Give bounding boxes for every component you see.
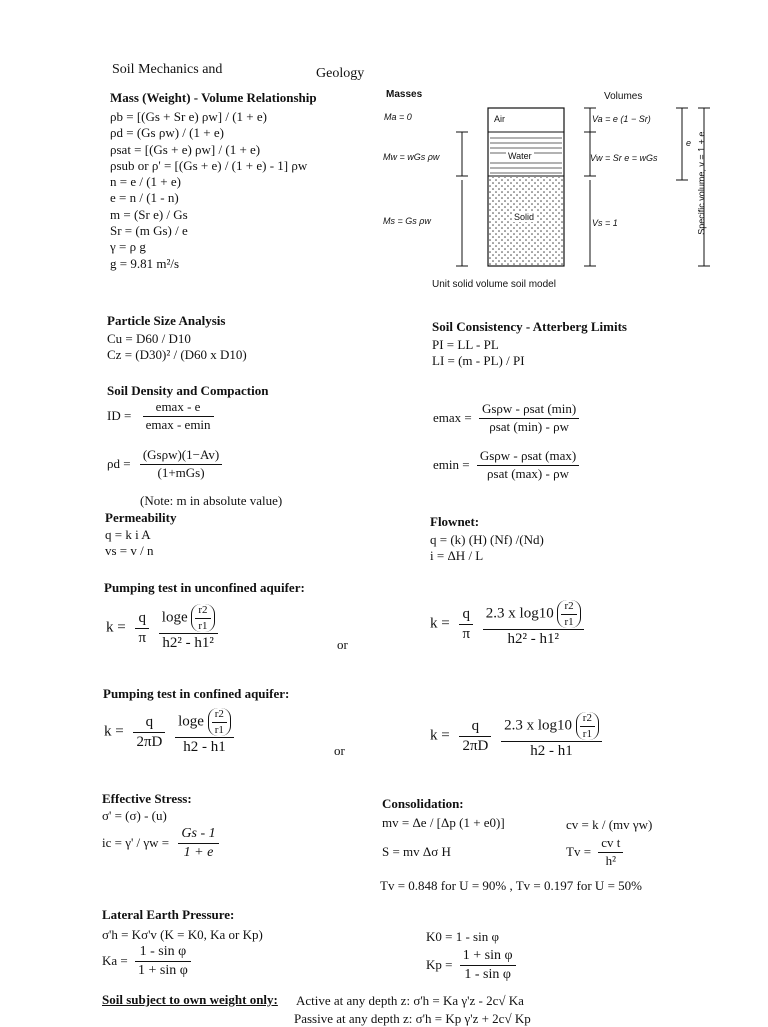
mw-label: Mw = wGs ρw <box>383 152 440 162</box>
r1: r1 <box>582 727 592 740</box>
log-fraction <box>175 708 234 757</box>
masses-label: Masses <box>386 89 423 100</box>
r-ratio <box>557 600 580 628</box>
diagram-caption: Unit solid volume soil model <box>432 279 556 290</box>
rhod-numerator: (Gsρw)(1−Av) <box>140 448 222 465</box>
formula-line: m = (Sr e) / Gs <box>110 206 188 222</box>
phase-diagram-graphic <box>380 100 725 272</box>
ka-lhs: Ka = <box>102 953 128 969</box>
formula-line: ρd = (Gs ρw) / (1 + e) <box>110 125 224 141</box>
emax-formula <box>433 402 579 435</box>
q-over-2piD <box>459 718 491 756</box>
rhod-fraction <box>140 448 222 481</box>
log10-fraction <box>483 600 584 649</box>
ka-numerator: 1 - sin φ <box>135 944 191 962</box>
formula-line: γ = ρ g <box>110 239 146 255</box>
formula-line: e = n / (1 - n) <box>110 190 179 206</box>
q: q <box>459 606 473 625</box>
ic-lhs: ic = γ' / γw = <box>102 835 170 851</box>
cv-line: cv = k / (mv γw) <box>566 817 653 832</box>
solid-label: Solid <box>514 212 535 222</box>
formula-line: Cu = D60 / D10 <box>107 331 191 346</box>
id-denominator: emax - emin <box>145 416 211 432</box>
log-label: loge <box>161 609 188 626</box>
q: q <box>133 714 165 733</box>
r1: r1 <box>564 615 574 628</box>
r2: r2 <box>561 600 576 615</box>
q-over-pi <box>135 610 149 648</box>
unconfined-formula-left <box>106 604 218 653</box>
consistency-title: Soil Consistency - Atterberg Limits <box>432 319 627 334</box>
e-label: e <box>686 138 692 148</box>
va-label: Va = e (1 − Sr) <box>592 114 651 124</box>
confined-formula-left <box>104 708 234 757</box>
effective-line: σ' = (σ) - (u) <box>102 808 167 823</box>
kp-denominator: 1 - sin φ <box>464 967 511 983</box>
specific-volume-label: Specific volume, v = 1 + e <box>696 131 707 235</box>
unconfined-title: Pumping test in unconfined aquifer: <box>104 580 305 595</box>
formula-line: PI = LL - PL <box>432 337 499 352</box>
formula-line: vs = v / n <box>105 543 154 558</box>
r-ratio <box>191 604 214 632</box>
emax-numerator: Gsρw - ρsat (min) <box>479 402 579 419</box>
effective-title: Effective Stress: <box>102 791 192 806</box>
flownet-lines <box>430 532 544 564</box>
r2: r2 <box>195 604 210 619</box>
emin-lhs: emin = <box>433 456 470 472</box>
vw-label: Vw = Sr e = wGs <box>590 153 658 163</box>
r2: r2 <box>580 712 595 727</box>
ka-fraction <box>135 944 191 979</box>
or-label: or <box>334 743 345 758</box>
log-term <box>175 708 234 738</box>
tv-denominator: h² <box>605 852 617 868</box>
flownet-title: Flownet: <box>430 514 480 529</box>
log10-term <box>501 712 602 742</box>
q: q <box>459 718 491 737</box>
tv-fraction <box>598 836 623 869</box>
kp-lhs: Kp = <box>426 957 453 973</box>
lateral-title: Lateral Earth Pressure: <box>102 907 235 922</box>
k-lhs: k = <box>106 619 126 636</box>
formula-line: g = 9.81 m²/s <box>110 255 180 271</box>
ic-formula <box>102 826 219 861</box>
ms-label: Ms = Gs ρw <box>383 216 431 226</box>
formula-line: Cz = (D30)² / (D60 x D10) <box>107 347 247 362</box>
ka-formula <box>102 944 191 979</box>
ic-denominator: 1 + e <box>183 845 214 861</box>
consistency-lines <box>432 337 525 369</box>
formula-line: ρsat = [(Gs + e) ρw] / (1 + e) <box>110 141 261 157</box>
h-difference: h2 - h1 <box>183 739 226 756</box>
unconfined-formula-right <box>430 600 584 649</box>
q: q <box>135 610 149 629</box>
ic-fraction <box>178 826 218 861</box>
air-label: Air <box>494 114 505 124</box>
formula-line: ρb = [(Gs + Sr e) ρw] / (1 + e) <box>110 109 267 124</box>
formula-line: Sr = (m Gs) / e <box>110 223 188 239</box>
r-ratio <box>208 708 231 736</box>
ka-denominator: 1 + sin φ <box>138 963 188 979</box>
kp-fraction <box>460 948 516 983</box>
tv-values: Tv = 0.848 for U = 90% , Tv = 0.197 for U = 50% <box>380 878 642 893</box>
volumes-label: Volumes <box>604 91 643 102</box>
h-difference: h2² - h1² <box>507 631 559 648</box>
id-numerator: emax - e <box>143 400 214 417</box>
tv-formula <box>566 836 623 869</box>
emin-denominator: ρsat (max) - ρw <box>487 465 569 481</box>
rhod-formula <box>107 448 222 481</box>
rhod-lhs: ρd = <box>107 455 131 471</box>
particle-lines <box>107 331 247 363</box>
lateral-line1: σ'h = Kσ'v (K = K0, Ka or Kp) <box>102 927 263 942</box>
log-label: loge <box>178 713 204 730</box>
formula-line: q = k i A <box>105 527 151 542</box>
h-difference: h2² - h1² <box>162 635 214 652</box>
formula-line: n = e / (1 + e) <box>110 174 181 190</box>
vs-label: Vs = 1 <box>592 218 618 228</box>
kp-formula <box>426 948 516 983</box>
k-lhs: k = <box>430 727 450 744</box>
emax-lhs: emax = <box>433 409 472 425</box>
two-pi-d: 2πD <box>462 737 489 754</box>
passive-line: Passive at any depth z: σ'h = Kp γ'z + 2c√ Kp <box>294 1011 531 1026</box>
r2: r2 <box>212 708 227 723</box>
particle-title: Particle Size Analysis <box>107 313 226 328</box>
mass-volume-lines <box>110 109 307 272</box>
permeability-title: Permeability <box>105 510 177 525</box>
formula-line: q = (k) (H) (Nf) /(Nd) <box>430 532 544 547</box>
consolidation-title: Consolidation: <box>382 796 464 811</box>
own-weight-heading: Soil subject to own weight only: <box>102 992 278 1007</box>
emax-fraction <box>479 402 579 435</box>
r-ratio <box>576 712 599 740</box>
rhod-denominator: (1+mGs) <box>157 464 205 480</box>
log10-term <box>483 600 584 630</box>
ic-numerator: Gs - 1 <box>178 826 218 844</box>
k-lhs: k = <box>430 615 450 632</box>
log10-fraction <box>501 712 602 761</box>
pi: π <box>462 625 471 642</box>
q-over-pi <box>459 606 473 644</box>
header-title-left: Soil Mechanics and <box>112 62 223 77</box>
h-difference: h2 - h1 <box>530 743 573 760</box>
confined-title: Pumping test in confined aquifer: <box>103 686 290 701</box>
log-term <box>159 604 218 634</box>
id-formula <box>107 400 214 433</box>
formula-line: LI = (m - PL) / PI <box>432 353 525 368</box>
k-lhs: k = <box>104 723 124 740</box>
s-line: S = mv Δσ H <box>382 844 451 859</box>
q-over-2piD <box>133 714 165 752</box>
id-lhs: ID = <box>107 407 132 423</box>
or-label: or <box>337 637 348 652</box>
water-label: Water <box>508 151 532 161</box>
density-note: (Note: m in absolute value) <box>140 493 283 508</box>
emax-denominator: ρsat (min) - ρw <box>489 418 569 434</box>
tv-numerator: cv t <box>598 836 623 853</box>
two-pi-d: 2πD <box>136 733 163 750</box>
density-title: Soil Density and Compaction <box>107 383 269 398</box>
k0-line: K0 = 1 - sin φ <box>426 929 499 944</box>
log10-label: 2.3 x log10 <box>485 605 554 622</box>
r1: r1 <box>214 723 224 736</box>
r1: r1 <box>198 619 208 632</box>
emin-fraction <box>477 449 579 482</box>
confined-formula-right <box>430 712 602 761</box>
formula-line: i = ΔH / L <box>430 548 484 563</box>
emin-formula <box>433 449 579 482</box>
header-title-right: Geology <box>316 66 365 81</box>
active-line: Active at any depth z: σ'h = Ka γ'z - 2c√ Ka <box>296 993 524 1008</box>
tv-lhs: Tv = <box>566 843 592 859</box>
ma-label: Ma = 0 <box>384 112 412 122</box>
pi: π <box>138 629 147 646</box>
formula-line: ρsub or ρ' = [(Gs + e) / (1 + e) - 1] ρw <box>110 157 308 173</box>
emin-numerator: Gsρw - ρsat (max) <box>477 449 579 466</box>
mass-volume-title: Mass (Weight) - Volume Relationship <box>110 90 317 105</box>
mv-line: mv = Δe / [Δp (1 + e0)] <box>382 815 505 830</box>
kp-numerator: 1 + sin φ <box>460 948 516 966</box>
id-fraction <box>143 400 214 433</box>
log10-label: 2.3 x log10 <box>504 717 573 734</box>
log-fraction <box>159 604 218 653</box>
permeability-lines <box>105 527 154 559</box>
